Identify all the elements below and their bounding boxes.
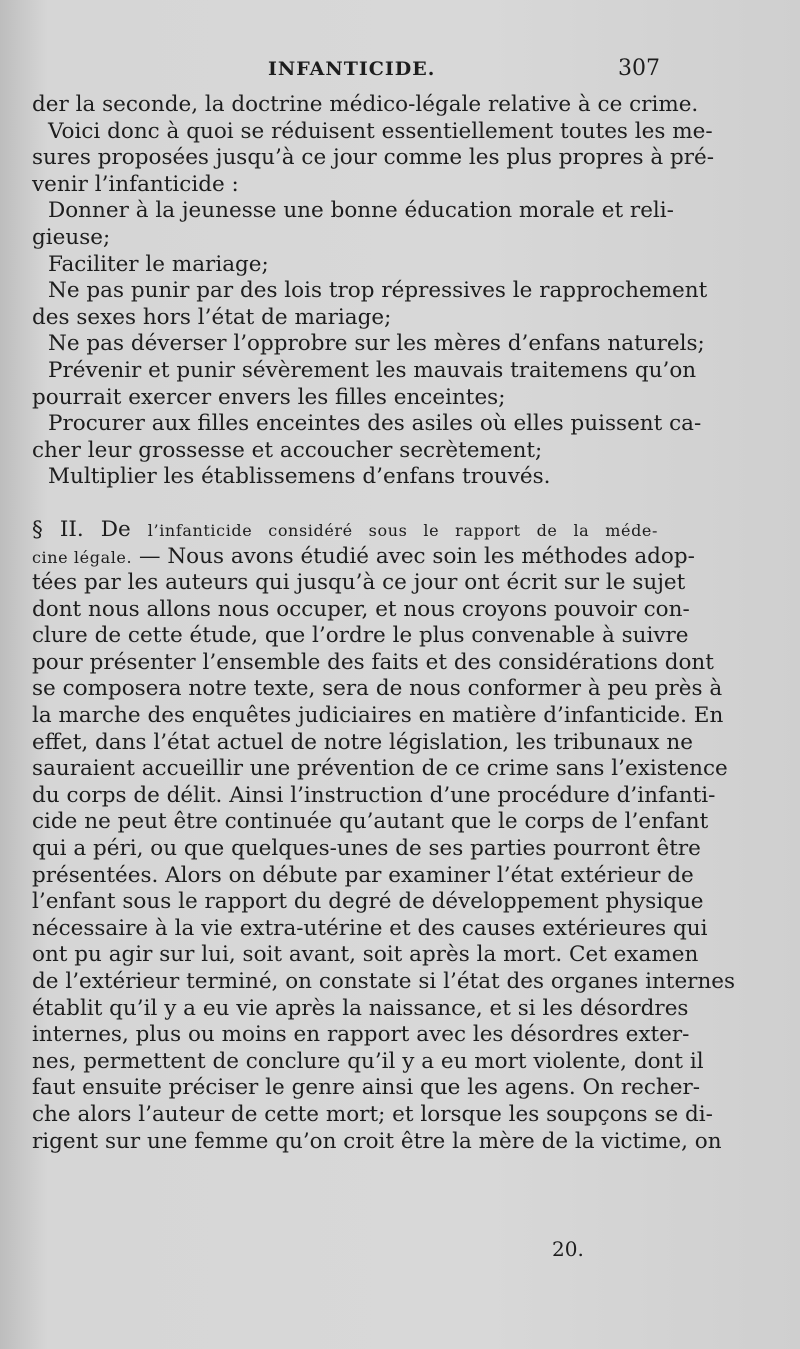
text-line: des sexes hors l’état de mariage; — [32, 304, 392, 330]
text-line: gieuse; — [32, 224, 111, 250]
text-line: sures proposées jusqu’à ce jour comme les plus propres à pré- — [32, 145, 715, 171]
text-line: présentées. Alors on débute par examiner l’état extérieur de — [32, 862, 694, 888]
text-line: rigent sur une femme qu’on croit être la mère de la victime, on — [32, 1128, 722, 1154]
text-line: Ne pas punir par des lois trop répressives le rapprochement — [48, 278, 708, 304]
text-line: se composera notre texte, sera de nous conformer à peu près à — [32, 676, 723, 702]
text-line: dont nous allons nous occuper, et nous croyons pouvoir con- — [32, 596, 690, 622]
page-header — [0, 58, 800, 88]
text-line: nes, permettent de conclure qu’il y a eu mort violente, dont il — [32, 1048, 704, 1074]
section-gap — [32, 491, 658, 517]
text-line: che alors l’auteur de cette mort; et lorsque les soupçons se di- — [32, 1101, 713, 1127]
text-line: internes, plus ou moins en rapport avec les désordres exter- — [32, 1022, 690, 1048]
text-line: Voici donc à quoi se réduisent essentiellement toutes les me- — [48, 118, 713, 144]
text-line: faut ensuite préciser le genre ainsi que les agens. On recher- — [32, 1075, 701, 1101]
running-title: INFANTICIDE. — [268, 58, 436, 80]
text-line: cher leur grossesse et accoucher secrètement; — [32, 437, 543, 463]
section-heading-rest: — Nous avons étudié avec soin les méthodes adop- — [132, 543, 695, 569]
section-heading — [32, 517, 658, 544]
text-line: Procurer aux filles enceintes des asiles où elles puissent ca- — [48, 411, 702, 437]
section-heading-caps-2: cine légale. — [32, 547, 133, 567]
text-line: clure de cette étude, que l’ordre le plus convenable à suivre — [32, 623, 689, 649]
text-line: tées par les auteurs qui jusqu’à ce jour ont écrit sur le sujet — [32, 570, 686, 596]
measures-list — [32, 92, 715, 491]
text-line: l’enfant sous le rapport du degré de développement physique — [32, 889, 704, 915]
text-line: cide ne peut être continuée qu’autant que le corps de l’enfant — [32, 809, 709, 835]
section-paragraph — [32, 570, 736, 1155]
text-line: Ne pas déverser l’opprobre sur les mères d’enfans naturels; — [48, 331, 705, 357]
text-line: du corps de délit. Ainsi l’instruction d’une procédure d’infanti- — [32, 782, 716, 808]
text-line: de l’extérieur terminé, on constate si l’état des organes internes — [32, 969, 736, 994]
text-line: Donner à la jeunesse une bonne éducation morale et reli- — [48, 198, 674, 224]
text-line: établit qu’il y a eu vie après la naissance, et si les désordres — [32, 995, 689, 1021]
body-text — [32, 92, 736, 1155]
text-line: pour présenter l’ensemble des faits et des considérations dont — [32, 649, 714, 675]
section-heading-lead: § II. De — [32, 516, 148, 542]
text-line: nécessaire à la vie extra-utérine et des causes extérieures qui — [32, 915, 708, 941]
text-line: Prévenir et punir sévèrement les mauvais traitemens qu’on — [48, 357, 697, 383]
page-number: 307 — [618, 56, 660, 81]
text-line: venir l’infanticide : — [32, 171, 239, 197]
text-line: der la seconde, la doctrine médico-légale relative à ce crime. — [32, 92, 699, 117]
text-line: effet, dans l’état actuel de notre législation, les tribunaux ne — [32, 729, 693, 755]
text-line: Multiplier les établissemens d’enfans trouvés. — [48, 464, 551, 490]
text-line: ont pu agir sur lui, soit avant, soit après la mort. Cet examen — [32, 942, 699, 968]
text-line: qui a péri, ou que quelques-unes de ses parties pourront être — [32, 836, 701, 862]
signature-mark: 20. — [552, 1237, 584, 1261]
text-line: la marche des enquêtes judiciaires en matière d’infanticide. En — [32, 703, 724, 729]
text-line: sauraient accueillir une prévention de ce crime sans l’existence — [32, 756, 728, 782]
section-heading-caps: l’infanticide considéré sous le rapport de la méde- — [147, 520, 658, 540]
section-heading-continuation — [32, 543, 695, 571]
text-line: pourrait exercer envers les filles enceintes; — [32, 384, 506, 410]
text-line: Faciliter le mariage; — [48, 251, 269, 277]
